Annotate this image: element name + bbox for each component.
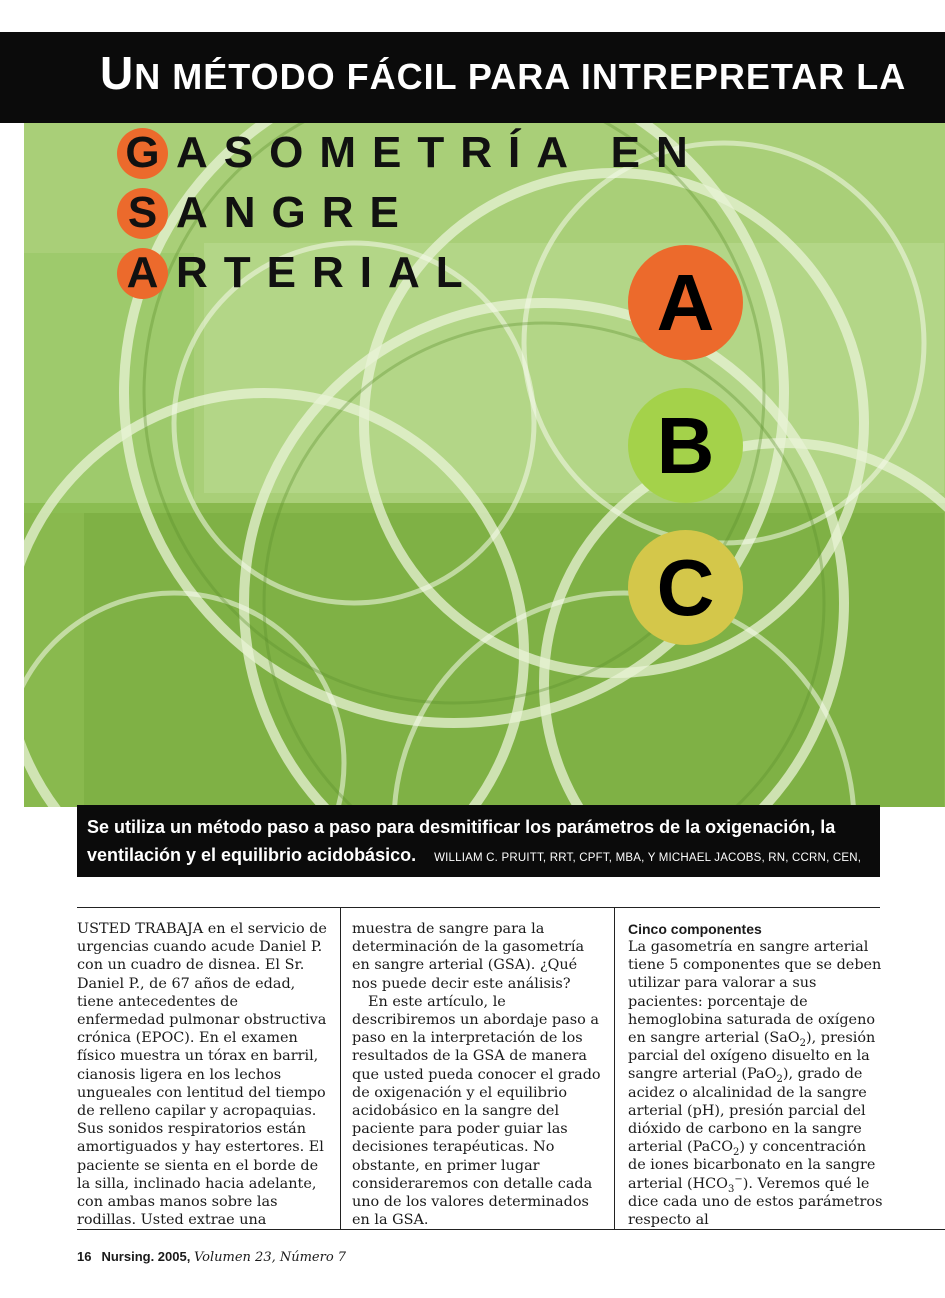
intro-text: en el servicio de urgencias cuando acude Daniel P. con un cuadro de disnea. El Sr. Daniel P., de 67 años de edad, tiene antecedentes de enfermedad pulmonar obstructiva crónica (EPOC). En el examen físico muestra un tórax en barril, cianosis ligera en los lechos ungueales con lentitud del tiempo de relleno capilar y acropaquias. Sus sonidos respiratorios están amortiguados y hay estertores. El paciente se sienta en el borde de la silla, inclinado hacia adelante, con ambas manos sobre las rodillas. Usted extrae una — [77, 921, 327, 1229]
intro-lead-caps: USTED TRABAJA — [77, 921, 204, 937]
column-1 — [77, 920, 327, 1229]
abc-circle-a: A — [628, 245, 743, 360]
heading-line-1-text: ASOMETRÍA EN — [176, 128, 704, 177]
heading-line-1 — [117, 128, 704, 178]
col3-text-4: ) y concentración de iones bicarbonato en la sangre arterial (HCO — [628, 1139, 876, 1192]
col2-paragraph-1: muestra de sangre para la determinación de la gasometría en sangre arterial (GSA). ¿Qué nos puede decir este análisis? — [352, 921, 585, 992]
heading-line-2-text: ANGRE — [176, 188, 415, 237]
heading-line-3-text: RTERIAL — [176, 248, 479, 297]
sub-3: 2 — [733, 1147, 740, 1159]
column-2 — [352, 920, 602, 1229]
issue-info: Volumen 23, Número 7 — [193, 1250, 347, 1265]
deck-text — [87, 813, 870, 903]
column-top-rule — [77, 907, 880, 908]
sup-4: − — [734, 1173, 743, 1185]
sub-4: 3 — [727, 1183, 735, 1195]
section-heading: Cinco componentes — [628, 921, 762, 937]
heading-initial-a: A — [117, 248, 168, 299]
page-footer — [77, 1249, 346, 1265]
title-first-letter: U — [100, 47, 135, 99]
deck-lead: Se utiliza un método paso a paso para desmitificar los parámetros de la oxigenación, la ventilación y el equilibrio acidobásico. — [87, 817, 836, 865]
heading-initial-g: G — [117, 128, 168, 179]
column-divider-2 — [614, 907, 615, 1229]
col3-text-1: La gasometría en sangre arterial tiene 5 componentes que se deben utilizar para valorar a sus pacientes: porcentaje de hemoglobina saturada de oxígeno en sangre arterial (SaO — [628, 939, 882, 1047]
column-3 — [628, 920, 884, 1229]
heading-line-2 — [117, 188, 415, 238]
abc-circle-b: B — [628, 388, 743, 503]
heading-initial-s: S — [117, 188, 168, 239]
article-title — [100, 46, 906, 100]
column-divider-1 — [340, 907, 341, 1229]
byline: WILLIAM C. PRUITT, RRT, CPFT, MBA, Y MICHAEL JACOBS, RN, CCRN, CEN, MSN — [87, 852, 862, 895]
col3-paragraph — [628, 938, 884, 1229]
magazine-name: Nursing. 2005, — [101, 1249, 191, 1264]
abc-circle-c: C — [628, 530, 743, 645]
article-deck — [77, 805, 880, 895]
title-bar — [0, 32, 945, 123]
col3-text-3: ), grado de acidez o alcalinidad de la sangre arterial (pH), presión parcial del dióxido de carbono en la sangre arterial (PaCO — [628, 1066, 867, 1156]
sub-1: 2 — [799, 1037, 806, 1049]
page-number: 16 — [77, 1249, 92, 1264]
heading-line-3 — [117, 248, 479, 298]
col2-paragraph-2: En este artículo, le describiremos un abordaje paso a paso en la interpretación de los resultados de la GSA de manera que usted pueda conocer el grado de oxigenación y el equilibrio acidobásico en la sangre del paciente para poder guiar las decisiones terapéuticas. No obstante, en primer lugar consideraremos con detalle cada uno de los valores determinados en la GSA. — [352, 993, 601, 1229]
intro-paragraph — [77, 920, 327, 1229]
title-text: N MÉTODO FÁCIL PARA INTREPRETAR LA — [134, 56, 907, 97]
col3-text-2: ), presión parcial del oxígeno disuelto en la sangre arterial (PaO — [628, 1030, 876, 1083]
sub-2: 2 — [776, 1074, 783, 1086]
col3-text-5: ). Veremos qué le dice cada uno de estos parámetros respecto al — [628, 1175, 883, 1229]
